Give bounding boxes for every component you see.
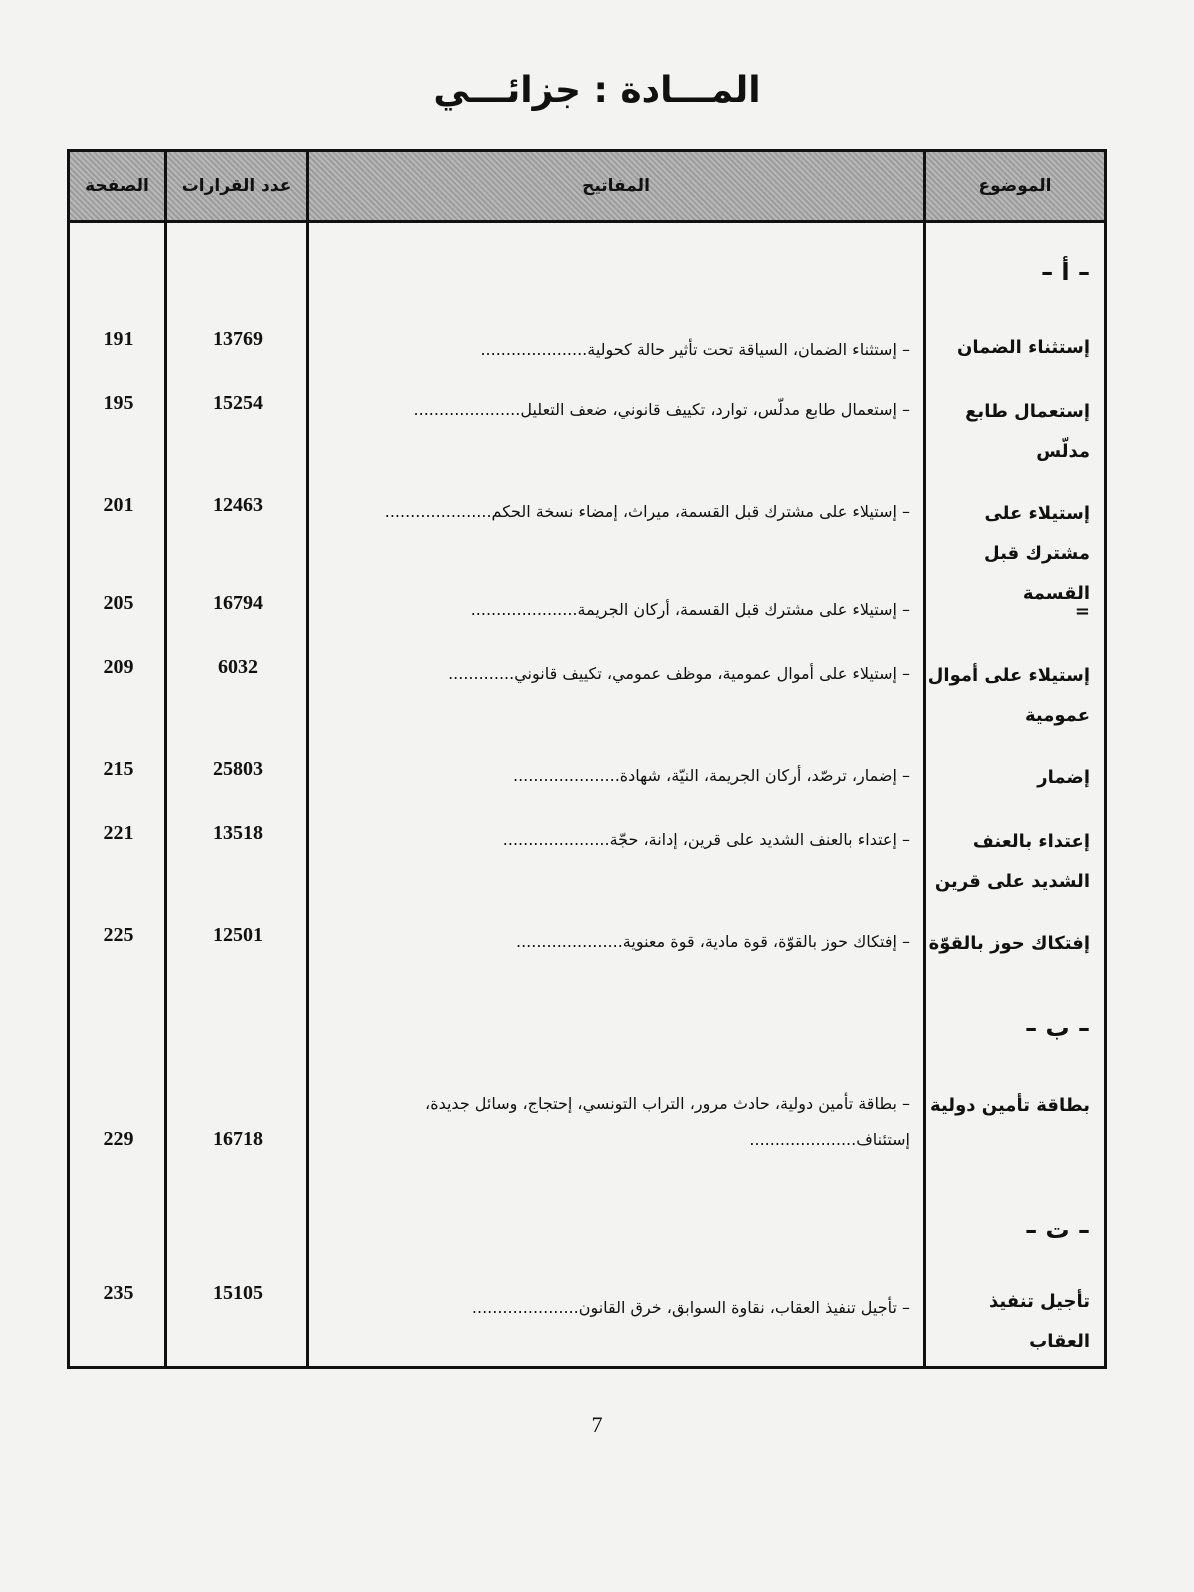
- count-cell: 15254: [213, 392, 263, 414]
- table-header: [70, 152, 1104, 223]
- keywords-cell: – إستثناء الضمان، السياقة تحت تأثير حالة كحولية.....................: [480, 340, 910, 359]
- page-cell: 229: [103, 1128, 134, 1150]
- table-row: [70, 392, 1104, 472]
- keywords-cell: – إستيلاء على مشترك قبل القسمة، ميراث، إمضاء نسخة الحكم.....................: [384, 502, 910, 521]
- table-row: [70, 924, 1104, 964]
- subject-cell: =: [1074, 601, 1090, 622]
- keywords-cell: – إضمار، ترصّد، أركان الجريمة، النيّة، شهادة.....................: [512, 766, 910, 785]
- keywords-cell: – إستعمال طابع مدلّس، توارد، تكييف قانوني، ضعف التعليل.....................: [413, 400, 910, 419]
- header-keywords: المفاتيح: [309, 152, 926, 220]
- count-cell: 15105: [213, 1282, 263, 1304]
- header-count: عدد القرارات: [167, 152, 309, 220]
- header-subject: الموضوع: [926, 152, 1104, 220]
- subject-cell: إفتكاك حوز بالقوّة: [928, 933, 1090, 954]
- section-letter: – ت –: [1025, 1216, 1090, 1244]
- keywords-cell: – إعتداء بالعنف الشديد على قرين، إدانة، حجّة.....................: [502, 830, 910, 849]
- keywords-cell: – بطاقة تأمين دولية، حادث مرور، التراب التونسي، إحتجاج، وسائل جديدة، إستئناف.....................: [425, 1094, 910, 1149]
- section-letter: – أ –: [1041, 258, 1090, 286]
- count-cell: 16718: [213, 1128, 263, 1150]
- page-cell: 209: [103, 656, 134, 678]
- count-cell: 13518: [213, 822, 263, 844]
- table-row: [70, 822, 1104, 902]
- subject-cell: إستثناء الضمان: [957, 337, 1090, 358]
- keywords-cell: – إفتكاك حوز بالقوّة، قوة مادية، قوة معنوية.....................: [516, 932, 910, 951]
- subject-cell: إضمار: [1037, 767, 1090, 788]
- table-row: [70, 758, 1104, 798]
- subject-cell: تأجيل تنفيذ العقاب: [989, 1291, 1090, 1352]
- count-cell: 12463: [213, 494, 263, 516]
- subject-cell: إستيلاء على مشترك قبل القسمة: [984, 503, 1090, 604]
- keywords-cell: – إستيلاء على أموال عمومية، موظف عمومي، تكييف قانوني.............: [448, 664, 910, 683]
- section-letter: – ب –: [1025, 1014, 1090, 1042]
- index-table: [67, 149, 1107, 1369]
- subject-cell: إستعمال طابع مدلّس: [965, 401, 1090, 462]
- page-title: المـــادة : جزائـــي: [433, 70, 761, 111]
- table-row: [70, 592, 1104, 632]
- header-page: الصفحة: [70, 152, 167, 220]
- count-cell: 25803: [213, 758, 263, 780]
- page-cell: 201: [103, 494, 134, 516]
- table-row: [70, 1282, 1104, 1362]
- keywords-cell: – تأجيل تنفيذ العقاب، نقاوة السوابق، خرق القانون.....................: [471, 1298, 910, 1317]
- page-cell: 221: [103, 822, 134, 844]
- page-cell: 195: [103, 392, 134, 414]
- count-cell: 13769: [213, 328, 263, 350]
- page-cell: 225: [103, 924, 134, 946]
- count-cell: 6032: [218, 656, 258, 678]
- count-cell: 12501: [213, 924, 263, 946]
- page-cell: 235: [103, 1282, 134, 1304]
- page-cell: 215: [103, 758, 134, 780]
- page-cell: 191: [103, 328, 134, 350]
- table-row: [70, 328, 1104, 368]
- table-row: [70, 1086, 1104, 1158]
- subject-cell: إستيلاء على أموال عمومية: [927, 665, 1090, 726]
- subject-cell: إعتداء بالعنف الشديد على قرين: [934, 831, 1090, 892]
- count-cell: 16794: [213, 592, 263, 614]
- subject-cell: بطاقة تأمين دولية: [930, 1095, 1090, 1116]
- table-row: [70, 656, 1104, 736]
- page-cell: 205: [103, 592, 134, 614]
- page-number: 7: [591, 1412, 603, 1437]
- keywords-cell: – إستيلاء على مشترك قبل القسمة، أركان الجريمة.....................: [470, 600, 910, 619]
